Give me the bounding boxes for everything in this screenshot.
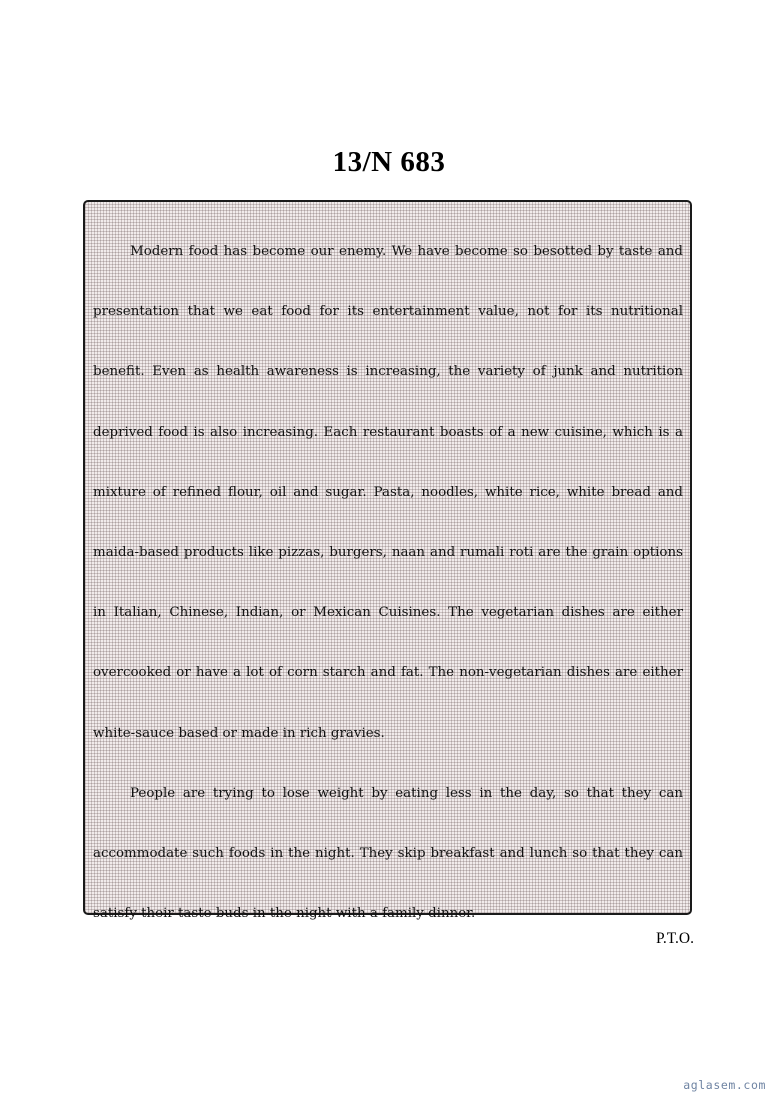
passage-box xyxy=(83,200,692,922)
question-code: 13/N 683 xyxy=(332,146,446,178)
watermark: aglasem.com xyxy=(683,1078,766,1092)
passage-paragraph-1: Modern food has become our enemy. We have become so besotted by taste and presentation that we eat food for its entertainment value, not for its nutritional benefit. Even as health awareness is increasing, the variety of junk and nutrition deprived food is also increasing. Each restaurant boasts of a new cuisine, which is a mixture of refined flour, oil and sugar. Pasta, noodles, white rice, white bread and maida-based products like pizzas, burgers, naan and rumali roti are the grain options in Italian, Chinese, Indian, or Mexican Cuisines. The vegetarian dishes are either overcooked or have a lot of corn starch and fat. The non-vegetarian dishes are either white-sauce based or made in rich gravies. xyxy=(93,244,683,741)
pto-label: P.T.O. xyxy=(655,930,694,947)
passage-paragraph-2: People are trying to lose weight by eating less in the day, so that they can accommodate such foods in the night. They skip breakfast and lunch so that they can satisfy their taste buds in the night with a family dinner. xyxy=(93,785,683,922)
